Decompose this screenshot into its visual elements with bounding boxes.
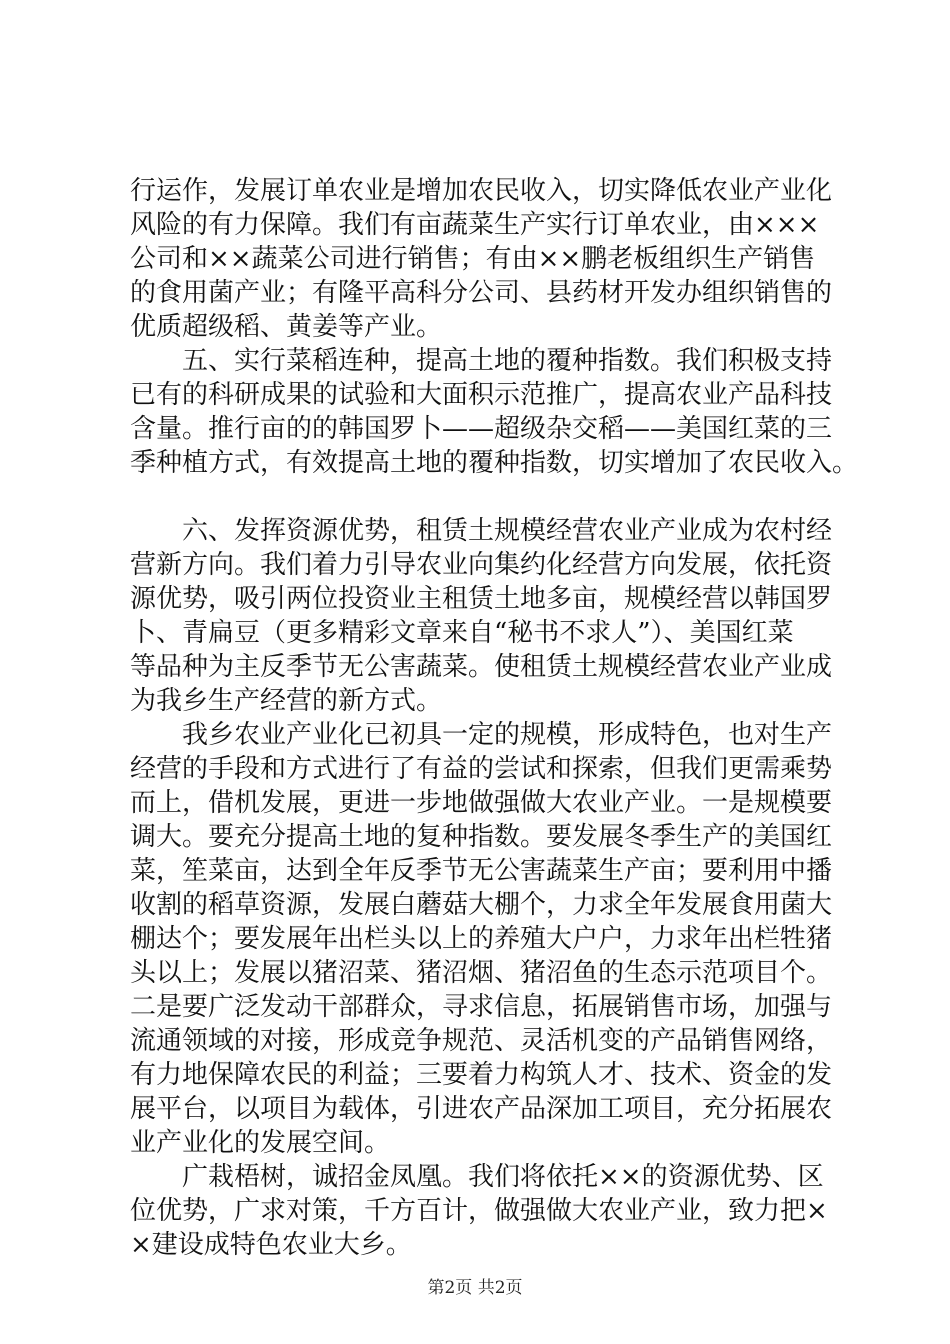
page-footer <box>0 1276 950 1300</box>
text-line: 卜、青扁豆（更多精彩文章来自“秘书不求人”）、美国红菜 <box>130 618 794 648</box>
document-body <box>130 174 859 1262</box>
text-line: 已有的科研成果的试验和大面积示范推广，提高农业产品科技 <box>130 380 833 410</box>
text-line: 行运作，发展订单农业是增加农民收入，切实降低农业产业化 <box>130 176 833 206</box>
text-line: 棚达个；要发展年出栏头以上的养殖大户户，力求年出栏牲猪 <box>130 924 833 954</box>
text-line: 位优势，广求对策，千方百计，做强做大农业产业，致力把× <box>130 1196 828 1226</box>
text-line: 风险的有力保障。我们有亩蔬菜生产实行订单农业，由××× <box>130 210 820 240</box>
text-line: 有力地保障农民的利益；三要着力构筑人才、技术、资金的发 <box>130 1060 833 1090</box>
text-line: 公司和××蔬菜公司进行销售；有由××鹏老板组织生产销售 <box>130 244 816 274</box>
text-line: 六、发挥资源优势，租赁土规模经营农业产业成为农村经 <box>130 516 833 546</box>
text-line: 流通领域的对接，形成竞争规范、灵活机变的产品销售网络， <box>130 1026 833 1056</box>
paragraph-gap <box>130 480 830 514</box>
text-line: 菜，笙菜亩，达到全年反季节无公害蔬菜生产亩；要利用中播 <box>130 856 833 886</box>
text-line: 含量。推行亩的的韩国罗卜——超级杂交稻——美国红菜的三 <box>130 414 833 444</box>
text-line: 收割的稻草资源，发展白蘑菇大棚个，力求全年发展食用菌大 <box>130 890 833 920</box>
text-line: ×建设成特色农业大乡。 <box>130 1230 412 1260</box>
text-line: 二是要广泛发动干部群众，寻求信息，拓展销售市场，加强与 <box>130 992 833 1022</box>
text-line: 头以上；发展以猪沼菜、猪沼烟、猪沼鱼的生态示范项目个。 <box>130 958 833 988</box>
text-line: 等品种为主反季节无公害蔬菜。使租赁土规模经营农业产业成 <box>130 652 833 682</box>
text-line: 为我乡生产经营的新方式。 <box>130 686 443 716</box>
text-line: 季种植方式，有效提高土地的覆种指数，切实增加了农民收入。 <box>130 448 859 478</box>
text-line: 广栽梧树，诚招金凤凰。我们将依托××的资源优势、区 <box>130 1162 824 1192</box>
text-line: 我乡农业产业化已初具一定的规模，形成特色，也对生产 <box>130 720 833 750</box>
text-line: 优质超级稻、黄姜等产业。 <box>130 312 443 342</box>
text-line: 而上，借机发展，更进一步地做强做大农业产业。一是规模要 <box>130 788 833 818</box>
text-line: 业产业化的发展空间。 <box>130 1128 391 1158</box>
text-line: 源优势，吸引两位投资业主租赁土地多亩，规模经营以韩国罗 <box>130 584 833 614</box>
text-line: 的食用菌产业；有隆平高科分公司、县药材开发办组织销售的 <box>130 278 833 308</box>
text-line: 经营的手段和方式进行了有益的尝试和探索，但我们更需乘势 <box>130 754 833 784</box>
page-number-indicator: 第2页 共2页 <box>427 1278 523 1298</box>
text-line: 调大。要充分提高土地的复种指数。要发展冬季生产的美国红 <box>130 822 833 852</box>
text-line: 五、实行菜稻连种，提高土地的覆种指数。我们积极支持 <box>130 346 833 376</box>
text-line: 展平台，以项目为载体，引进农产品深加工项目，充分拓展农 <box>130 1094 833 1124</box>
text-line: 营新方向。我们着力引导农业向集约化经营方向发展，依托资 <box>130 550 833 580</box>
